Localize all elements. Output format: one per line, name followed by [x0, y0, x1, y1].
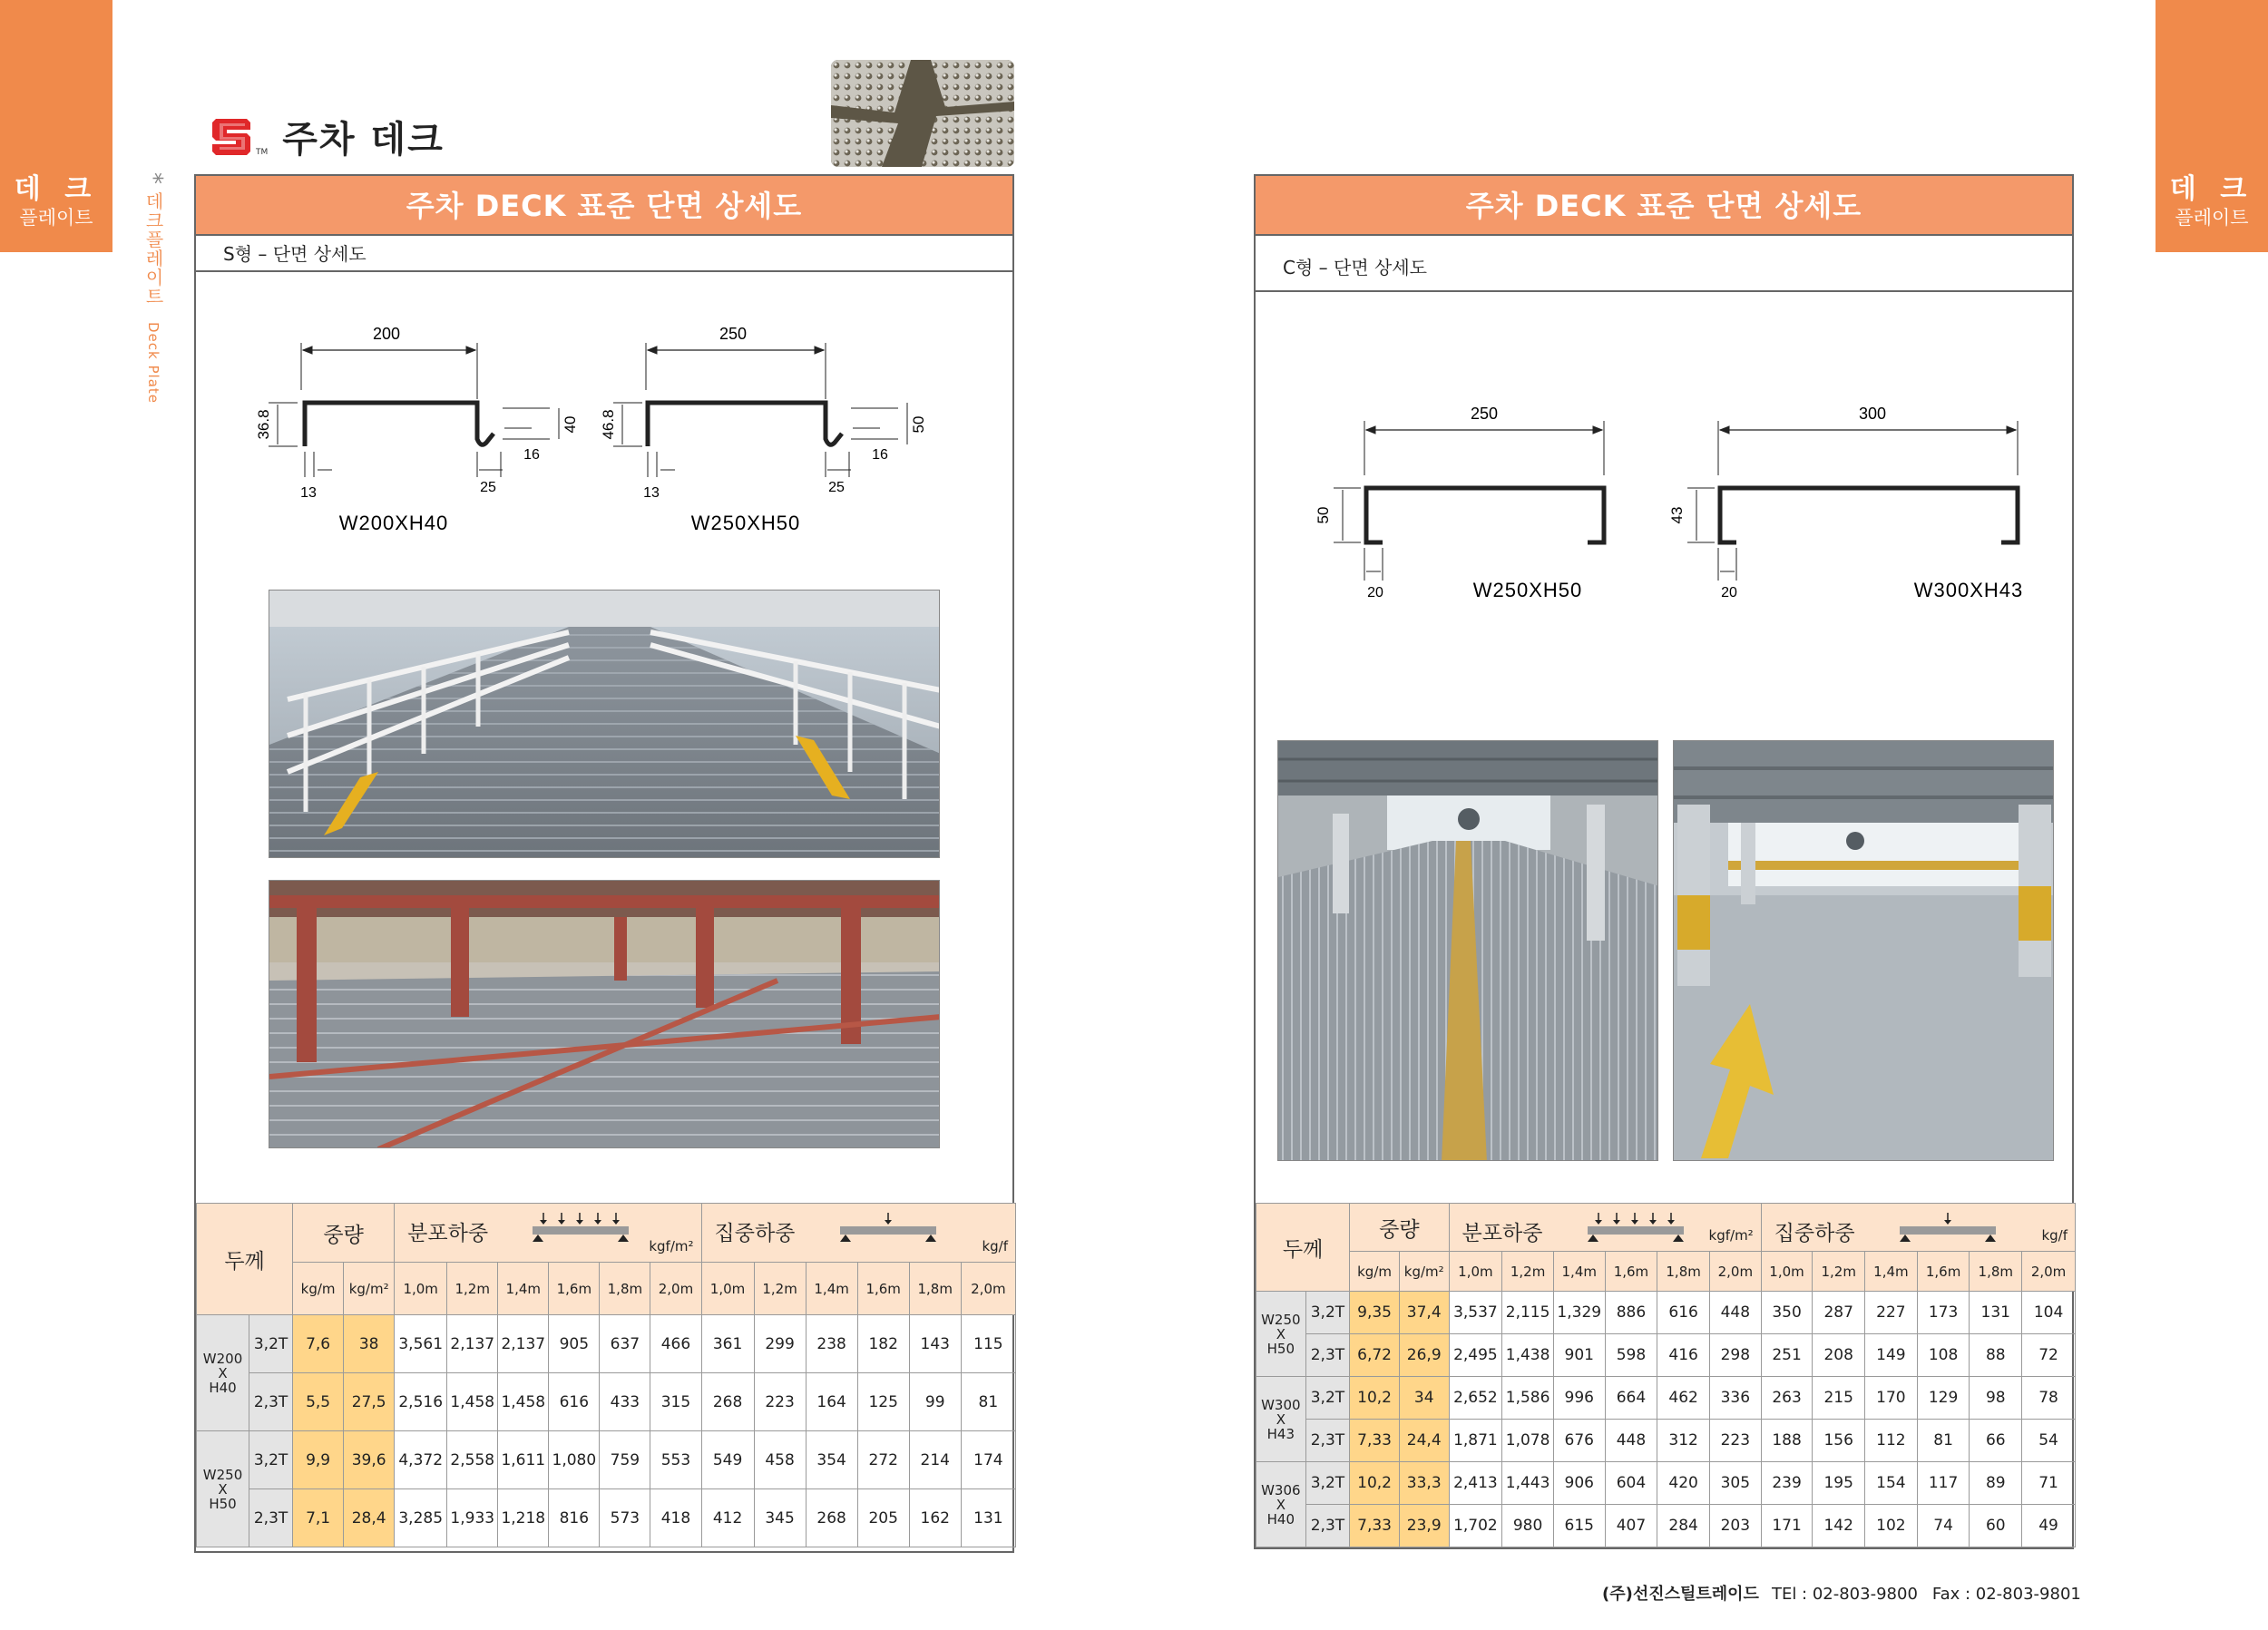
- point-load-cell: 263: [1761, 1377, 1813, 1420]
- table-row: [1256, 1505, 2076, 1547]
- point-load-icon: [1898, 1211, 1998, 1242]
- c-deck-parking-photo-1: [1277, 740, 1658, 1161]
- point-load-cell: 108: [1917, 1334, 1970, 1377]
- distributed-load-cell: 1,871: [1449, 1420, 1502, 1462]
- weight-kgm-cell: 6,72: [1350, 1334, 1400, 1377]
- dim-flange-label: 16: [523, 447, 540, 463]
- distributed-load-unit: kgf/m²: [1708, 1227, 1754, 1244]
- point-load-cell: 112: [1865, 1420, 1918, 1462]
- weight-kgm2-cell: 33,3: [1399, 1462, 1449, 1505]
- point-load-cell: 99: [909, 1373, 961, 1431]
- dim-bottom-right-label: 25: [828, 480, 845, 495]
- thickness-cell: 2,3T: [1305, 1505, 1350, 1547]
- distributed-load-cell: 637: [600, 1315, 650, 1373]
- weight-kgm2-cell: 34: [1399, 1377, 1449, 1420]
- point-load-unit: kg/f: [982, 1238, 1008, 1254]
- model-cell: W250 X H50: [197, 1431, 249, 1547]
- distributed-load-cell: 573: [600, 1489, 650, 1547]
- thickness-cell: 2,3T: [1305, 1420, 1350, 1462]
- profile-label: W250XH50: [690, 512, 801, 534]
- distributed-load-cell: 433: [600, 1373, 650, 1431]
- model-cell: W300 X H43: [1256, 1377, 1306, 1462]
- distributed-load-cell: 1,586: [1502, 1377, 1554, 1420]
- point-load-cell: 88: [1970, 1334, 2022, 1377]
- point-load-cell: 215: [1813, 1377, 1865, 1420]
- point-load-cell: 131: [961, 1489, 1015, 1547]
- distributed-load-cell: 315: [650, 1373, 701, 1431]
- distributed-load-cell: 420: [1657, 1462, 1710, 1505]
- point-load-unit: kg/f: [2041, 1227, 2068, 1244]
- distributed-load-cell: 1,702: [1449, 1505, 1502, 1547]
- point-load-cell: 129: [1917, 1377, 1970, 1420]
- point-load-cell: 350: [1761, 1292, 1813, 1334]
- panel-subtitle: S형 – 단면 상세도: [196, 236, 1012, 272]
- panel-subtitle: C형 – 단면 상세도: [1256, 236, 2072, 292]
- point-load-cell: 182: [857, 1315, 909, 1373]
- distributed-load-cell: 616: [1657, 1292, 1710, 1334]
- table-row: [1256, 1462, 2076, 1505]
- weight-kgm-cell: 9,9: [293, 1431, 344, 1489]
- distributed-load-cell: 416: [1657, 1334, 1710, 1377]
- point-load-cell: 71: [2022, 1462, 2076, 1505]
- dim-bottom-label: 20: [1367, 585, 1383, 600]
- point-span-header: 1,6m: [857, 1263, 909, 1315]
- side-tab-right: [2156, 0, 2268, 252]
- distributed-load-cell: 284: [1657, 1505, 1710, 1547]
- c-type-panel: [1254, 174, 2074, 1549]
- s-type-spec-table: [196, 1203, 1016, 1547]
- table-row: [1256, 1420, 2076, 1462]
- point-load-cell: 287: [1813, 1292, 1865, 1334]
- point-load-cell: 115: [961, 1315, 1015, 1373]
- point-load-cell: 188: [1761, 1420, 1813, 1462]
- point-span-header: 1,8m: [1970, 1252, 2022, 1292]
- point-load-cell: 268: [701, 1373, 754, 1431]
- side-tab-subtitle: 플레이트: [19, 207, 93, 229]
- weight-kgm2-cell: 37,4: [1399, 1292, 1449, 1334]
- point-load-cell: 549: [701, 1431, 754, 1489]
- point-load-cell: 205: [857, 1489, 909, 1547]
- point-load-cell: 345: [754, 1489, 806, 1547]
- thickness-cell: 2,3T: [249, 1373, 293, 1431]
- distributed-span-header: 1,6m: [1605, 1252, 1657, 1292]
- distributed-load-cell: 759: [600, 1431, 650, 1489]
- thickness-cell: 2,3T: [249, 1489, 293, 1547]
- weight-kgm-cell: 5,5: [293, 1373, 344, 1431]
- distributed-load-cell: 4,372: [395, 1431, 447, 1489]
- dim-flange-label: 16: [872, 447, 888, 463]
- dim-lip-label: 40: [562, 415, 579, 434]
- thickness-header: 두께: [1256, 1204, 1350, 1292]
- distributed-load-cell: 616: [549, 1373, 600, 1431]
- company-name: (주)선진스틸트레이드: [1602, 1585, 1759, 1604]
- distributed-load-cell: 598: [1605, 1334, 1657, 1377]
- weight-kgm-cell: 9,35: [1350, 1292, 1400, 1334]
- dim-bottom-label: 20: [1721, 585, 1737, 600]
- weight-kgm-cell: 10,2: [1350, 1377, 1400, 1420]
- dim-bottom-left-label: 13: [643, 485, 660, 501]
- point-span-header: 2,0m: [961, 1263, 1015, 1315]
- point-load-cell: 98: [1970, 1377, 2022, 1420]
- point-load-cell: 154: [1865, 1462, 1918, 1505]
- distributed-span-header: 1,4m: [498, 1263, 549, 1315]
- distributed-load-icon: [531, 1211, 631, 1242]
- distributed-load-cell: 1,218: [498, 1489, 549, 1547]
- point-load-cell: 239: [1761, 1462, 1813, 1505]
- distributed-load-cell: 615: [1553, 1505, 1605, 1547]
- distributed-span-header: 2,0m: [1709, 1252, 1761, 1292]
- table-row: [1256, 1377, 2076, 1420]
- point-load-cell: 125: [857, 1373, 909, 1431]
- dim-width-label: 250: [1470, 405, 1499, 423]
- distributed-span-header: 1,0m: [395, 1263, 447, 1315]
- point-load-cell: 102: [1865, 1505, 1918, 1547]
- distributed-load-cell: 1,329: [1553, 1292, 1605, 1334]
- point-span-header: 2,0m: [2022, 1252, 2076, 1292]
- point-load-cell: 74: [1917, 1505, 1970, 1547]
- distributed-load-cell: 906: [1553, 1462, 1605, 1505]
- distributed-load-cell: 298: [1709, 1334, 1761, 1377]
- point-span-header: 1,2m: [754, 1263, 806, 1315]
- distributed-load-icon: [1586, 1211, 1686, 1242]
- distributed-load-cell: 336: [1709, 1377, 1761, 1420]
- dim-height-label: 46.8: [600, 409, 617, 440]
- distributed-load-cell: 816: [549, 1489, 600, 1547]
- weight-kgm-cell: 7,6: [293, 1315, 344, 1373]
- s-section-diagram-w250: [595, 312, 994, 557]
- model-cell: W306 X H40: [1256, 1462, 1306, 1547]
- weight-kgm-cell: 7,1: [293, 1489, 344, 1547]
- point-load-cell: 81: [1917, 1420, 1970, 1462]
- side-tab-subtitle: 플레이트: [2175, 207, 2249, 229]
- weight-kgm-cell: 10,2: [1350, 1462, 1400, 1505]
- dim-height-label: 36.8: [255, 409, 272, 440]
- distributed-load-cell: 2,115: [1502, 1292, 1554, 1334]
- model-cell: W200 X H40: [197, 1315, 249, 1431]
- point-load-cell: 174: [961, 1431, 1015, 1489]
- distributed-load-cell: 3,561: [395, 1315, 447, 1373]
- distributed-load-cell: 448: [1709, 1292, 1761, 1334]
- company-footer: [1602, 1581, 2096, 1605]
- distributed-span-header: 1,8m: [1657, 1252, 1710, 1292]
- s-section-diagram-w200: [214, 312, 595, 557]
- point-load-cell: 171: [1761, 1505, 1813, 1547]
- thickness-cell: 3,2T: [249, 1315, 293, 1373]
- point-load-cell: 89: [1970, 1462, 2022, 1505]
- table-row: [197, 1373, 1016, 1431]
- weight-kgm-cell: 7,33: [1350, 1505, 1400, 1547]
- point-load-cell: 49: [2022, 1505, 2076, 1547]
- distributed-load-cell: 462: [1657, 1377, 1710, 1420]
- thickness-cell: 2,3T: [1305, 1334, 1350, 1377]
- weight-header: 중량: [1350, 1204, 1449, 1252]
- point-span-header: 1,4m: [806, 1263, 857, 1315]
- point-load-cell: 164: [806, 1373, 857, 1431]
- profile-label: W300XH43: [1913, 579, 2024, 601]
- point-span-header: 1,0m: [701, 1263, 754, 1315]
- parking-interior-photo: [269, 880, 940, 1148]
- c-section-diagram-w250: [1292, 394, 1655, 630]
- point-load-cell: 131: [1970, 1292, 2022, 1334]
- distributed-load-header: [1449, 1204, 1761, 1252]
- distributed-load-cell: 1,611: [498, 1431, 549, 1489]
- weight-kgm2-cell: 26,9: [1399, 1334, 1449, 1377]
- point-load-cell: 458: [754, 1431, 806, 1489]
- star-icon: *: [140, 172, 167, 185]
- distributed-load-cell: 3,285: [395, 1489, 447, 1547]
- point-span-header: 1,4m: [1865, 1252, 1918, 1292]
- distributed-load-header: [395, 1204, 701, 1263]
- weight-kgm2-cell: 28,4: [344, 1489, 395, 1547]
- trademark-mark: TM: [256, 147, 269, 157]
- weight-kgm-cell: 7,33: [1350, 1420, 1400, 1462]
- distributed-load-cell: 676: [1553, 1420, 1605, 1462]
- model-cell: W250 X H50: [1256, 1292, 1306, 1377]
- distributed-span-header: 1,0m: [1449, 1252, 1502, 1292]
- point-load-cell: 149: [1865, 1334, 1918, 1377]
- point-load-cell: 81: [961, 1373, 1015, 1431]
- point-load-cell: 156: [1813, 1420, 1865, 1462]
- point-load-cell: 227: [1865, 1292, 1918, 1334]
- s-type-panel: [194, 174, 1014, 1553]
- distributed-span-header: 1,2m: [447, 1263, 498, 1315]
- point-load-cell: 104: [2022, 1292, 2076, 1334]
- point-load-cell: 208: [1813, 1334, 1865, 1377]
- distributed-load-cell: 1,443: [1502, 1462, 1554, 1505]
- distributed-load-cell: 901: [1553, 1334, 1605, 1377]
- point-load-cell: 72: [2022, 1334, 2076, 1377]
- thickness-cell: 3,2T: [1305, 1292, 1350, 1334]
- point-load-cell: 268: [806, 1489, 857, 1547]
- weight-header: 중량: [293, 1204, 395, 1263]
- distributed-load-cell: 1,458: [498, 1373, 549, 1431]
- weight-kgm2-cell: 38: [344, 1315, 395, 1373]
- point-load-cell: 251: [1761, 1334, 1813, 1377]
- weight-unit-header: kg/m: [293, 1263, 344, 1315]
- point-load-cell: 238: [806, 1315, 857, 1373]
- distributed-span-header: 1,8m: [600, 1263, 650, 1315]
- table-row: [1256, 1334, 2076, 1377]
- thickness-cell: 3,2T: [1305, 1462, 1350, 1505]
- parking-ramp-photo: [269, 590, 940, 858]
- point-load-cell: 162: [909, 1489, 961, 1547]
- distributed-load-cell: 203: [1709, 1505, 1761, 1547]
- distributed-load-cell: 418: [650, 1489, 701, 1547]
- point-load-label: 집중하중: [1774, 1222, 1855, 1245]
- product-thumbnail: [831, 60, 1014, 167]
- distributed-load-cell: 2,413: [1449, 1462, 1502, 1505]
- distributed-load-label: 분포하중: [1461, 1222, 1543, 1245]
- point-load-icon: [838, 1211, 938, 1242]
- company-fax: Fax : 02-803-9801: [1931, 1585, 2081, 1604]
- dim-width-label: 250: [719, 325, 748, 343]
- distributed-span-header: 1,2m: [1502, 1252, 1554, 1292]
- vertical-label-sub: Deck Plate: [145, 321, 161, 404]
- distributed-load-cell: 2,652: [1449, 1377, 1502, 1420]
- company-tel: TEl : 02-803-9800: [1771, 1585, 1918, 1604]
- distributed-span-header: 2,0m: [650, 1263, 701, 1315]
- thickness-cell: 3,2T: [1305, 1377, 1350, 1420]
- brand-logo-icon: [210, 115, 254, 159]
- dim-height-label: 43: [1668, 506, 1686, 524]
- table-row: [197, 1315, 1016, 1373]
- distributed-load-cell: 466: [650, 1315, 701, 1373]
- point-load-cell: 214: [909, 1431, 961, 1489]
- profile-label: W200XH40: [338, 512, 449, 534]
- weight-kgm2-cell: 27,5: [344, 1373, 395, 1431]
- panel-title: 주차 DECK 표준 단면 상세도: [1256, 176, 2072, 236]
- weight-kgm2-cell: 39,6: [344, 1431, 395, 1489]
- point-load-header: [1761, 1204, 2075, 1252]
- vertical-section-label: [140, 172, 167, 404]
- dim-width-label: 200: [372, 325, 401, 343]
- point-load-label: 집중하중: [714, 1222, 796, 1245]
- distributed-load-cell: 1,933: [447, 1489, 498, 1547]
- distributed-load-cell: 2,495: [1449, 1334, 1502, 1377]
- point-load-cell: 170: [1865, 1377, 1918, 1420]
- distributed-span-header: 1,6m: [549, 1263, 600, 1315]
- thickness-header: 두께: [197, 1204, 293, 1315]
- distributed-load-cell: 2,137: [498, 1315, 549, 1373]
- point-load-cell: 223: [754, 1373, 806, 1431]
- distributed-load-cell: 1,080: [549, 1431, 600, 1489]
- c-deck-parking-photo-2: [1673, 740, 2054, 1161]
- distributed-load-cell: 1,458: [447, 1373, 498, 1431]
- distributed-load-cell: 886: [1605, 1292, 1657, 1334]
- weight-unit-header: kg/m²: [1399, 1252, 1449, 1292]
- brand-header: [210, 111, 445, 162]
- dim-bottom-left-label: 13: [300, 485, 317, 501]
- point-load-cell: 412: [701, 1489, 754, 1547]
- distributed-load-cell: 2,137: [447, 1315, 498, 1373]
- distributed-load-cell: 312: [1657, 1420, 1710, 1462]
- point-span-header: 1,0m: [1761, 1252, 1813, 1292]
- point-span-header: 1,2m: [1813, 1252, 1865, 1292]
- vertical-label-main: 데크플레이트: [142, 191, 164, 307]
- table-row: [197, 1431, 1016, 1489]
- point-load-cell: 142: [1813, 1505, 1865, 1547]
- side-tab-title: 데 크: [2169, 173, 2254, 205]
- table-row: [197, 1489, 1016, 1547]
- distributed-load-cell: 553: [650, 1431, 701, 1489]
- c-section-diagram-w300: [1655, 394, 2054, 630]
- dim-width-label: 300: [1858, 405, 1887, 423]
- weight-kgm2-cell: 24,4: [1399, 1420, 1449, 1462]
- side-tab-left: [0, 0, 112, 252]
- distributed-span-header: 1,4m: [1553, 1252, 1605, 1292]
- distributed-load-cell: 1,438: [1502, 1334, 1554, 1377]
- weight-unit-header: kg/m²: [344, 1263, 395, 1315]
- distributed-load-cell: 3,537: [1449, 1292, 1502, 1334]
- dim-height-label: 50: [1315, 506, 1332, 524]
- point-load-cell: 117: [1917, 1462, 1970, 1505]
- point-load-cell: 272: [857, 1431, 909, 1489]
- point-load-cell: 361: [701, 1315, 754, 1373]
- side-tab-title: 데 크: [14, 173, 99, 205]
- profile-label: W250XH50: [1472, 579, 1583, 601]
- distributed-load-cell: 407: [1605, 1505, 1657, 1547]
- distributed-load-cell: 305: [1709, 1462, 1761, 1505]
- distributed-load-cell: 2,558: [447, 1431, 498, 1489]
- distributed-load-unit: kgf/m²: [649, 1238, 694, 1254]
- distributed-load-cell: 905: [549, 1315, 600, 1373]
- point-load-cell: 60: [1970, 1505, 2022, 1547]
- point-load-cell: 299: [754, 1315, 806, 1373]
- c-type-spec-table: [1256, 1203, 2076, 1547]
- distributed-load-cell: 664: [1605, 1377, 1657, 1420]
- distributed-load-cell: 980: [1502, 1505, 1554, 1547]
- point-load-cell: 354: [806, 1431, 857, 1489]
- distributed-load-label: 분포하중: [407, 1222, 489, 1245]
- point-load-cell: 195: [1813, 1462, 1865, 1505]
- dim-bottom-right-label: 25: [480, 480, 496, 495]
- point-load-cell: 78: [2022, 1377, 2076, 1420]
- distributed-load-cell: 1,078: [1502, 1420, 1554, 1462]
- weight-kgm2-cell: 23,9: [1399, 1505, 1449, 1547]
- point-load-cell: 66: [1970, 1420, 2022, 1462]
- brand-name: 주차 데크: [282, 119, 445, 161]
- dim-lip-label: 50: [910, 415, 927, 434]
- table-row: [1256, 1292, 2076, 1334]
- point-span-header: 1,8m: [909, 1263, 961, 1315]
- distributed-load-cell: 604: [1605, 1462, 1657, 1505]
- point-span-header: 1,6m: [1917, 1252, 1970, 1292]
- distributed-load-cell: 2,516: [395, 1373, 447, 1431]
- thickness-cell: 3,2T: [249, 1431, 293, 1489]
- point-load-header: [701, 1204, 1015, 1263]
- point-load-cell: 173: [1917, 1292, 1970, 1334]
- distributed-load-cell: 223: [1709, 1420, 1761, 1462]
- panel-title: 주차 DECK 표준 단면 상세도: [196, 176, 1012, 236]
- point-load-cell: 54: [2022, 1420, 2076, 1462]
- weight-unit-header: kg/m: [1350, 1252, 1400, 1292]
- distributed-load-cell: 996: [1553, 1377, 1605, 1420]
- distributed-load-cell: 448: [1605, 1420, 1657, 1462]
- point-load-cell: 143: [909, 1315, 961, 1373]
